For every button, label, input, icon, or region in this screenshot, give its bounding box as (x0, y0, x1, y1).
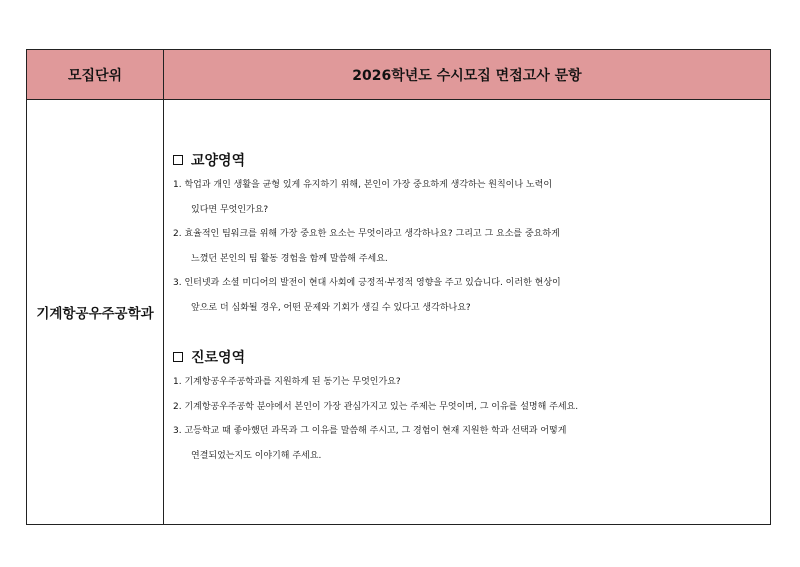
question-line: 1. 학업과 개인 생활을 균형 있게 유지하기 위해, 본인이 가장 중요하게 생각하는 원칙이나 노력이 (173, 180, 553, 190)
question-item (173, 173, 764, 222)
checkbox-square-icon (173, 155, 183, 165)
column-divider (163, 50, 164, 524)
checkbox-square-icon (173, 352, 183, 362)
interview-question-table (26, 49, 771, 525)
section-career (173, 347, 764, 468)
question-line: 3. 인터넷과 소셜 미디어의 발전이 현대 사회에 긍정적·부정적 영향을 주고 있습니다. 이러한 현상이 (173, 278, 561, 288)
department-cell: 기계항공우주공학과 (36, 306, 154, 322)
questions-cell (173, 150, 764, 468)
question-line-continued: 연결되었는지도 이야기해 주세요. (191, 450, 322, 461)
section-title (173, 347, 764, 367)
question-item (173, 419, 764, 468)
question-line: 2. 기계항공우주공학 분야에서 본인이 가장 관심가지고 있는 주제는 무엇이며, 그 이유를 설명해 주세요. (173, 401, 579, 412)
section-title (173, 150, 764, 170)
question-item (173, 222, 764, 271)
table-header (27, 50, 770, 100)
title-header-cell: 2026학년도 수시모집 면접고사 문항 (352, 67, 582, 84)
question-item (173, 395, 764, 420)
question-line: 3. 고등학교 때 좋아했던 과목과 그 이유를 말씀해 주시고, 그 경험이 현재 지원한 학과 선택과 어떻게 (173, 426, 567, 436)
question-item (173, 370, 764, 395)
question-line-continued: 앞으로 더 심화될 경우, 어떤 문제와 기회가 생길 수 있다고 생각하나요? (191, 302, 471, 313)
question-item (173, 271, 764, 320)
section-title-label: 교양영역 (191, 153, 246, 169)
question-line-continued: 느꼈던 본인의 팀 활동 경험을 함께 말씀해 주세요. (191, 253, 388, 264)
section-title-label: 진로영역 (191, 350, 246, 366)
section-liberal-arts (173, 150, 764, 320)
question-line: 2. 효율적인 팀워크를 위해 가장 중요한 요소는 무엇이라고 생각하나요? 그리고 그 요소를 중요하게 (173, 229, 560, 239)
unit-header-cell: 모집단위 (67, 67, 123, 84)
question-line-continued: 있다면 무엇인가요? (191, 204, 269, 215)
question-line: 1. 기계항공우주공학과를 지원하게 된 동기는 무엇인가요? (173, 377, 401, 387)
